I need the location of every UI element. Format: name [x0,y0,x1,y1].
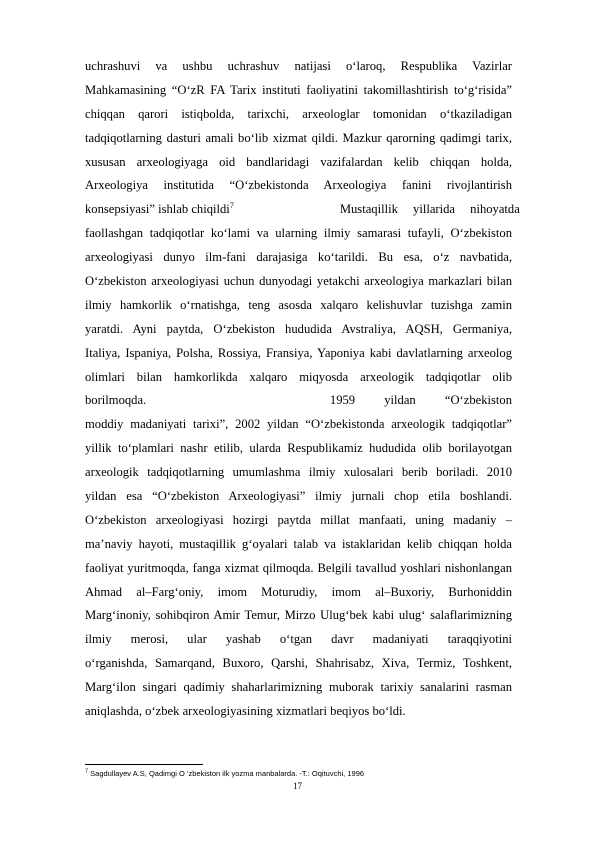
body-line-with-footnote [85,198,520,222]
body-line: arxeologik tadqiqotlarning umumlashma ilmiy xulosalari berib boriladi. 2010 [85,465,512,480]
footnote-mark: 7 [85,768,89,775]
paragraph-end: borilmoqda. [85,393,147,408]
body-line: ilmiy merosi, ular yashab o‘tgan davr madaniyati taraqqiyotini [85,632,512,647]
body-line: Marg‘ilon singari qadimiy shaharlarimizning muborak tarixiy sanalarini rasman [85,680,512,695]
body-line: uchrashuvi va ushbu uchrashuv natijasi o‘laroq, Respublika Vazirlar [85,59,512,73]
page-number: 17 [293,781,302,791]
footnote [85,769,515,778]
body-line: O‘zbekiston arxeologiyasi uchun dunyodagi yetakchi arxeologiya markazlari bilan [85,274,512,289]
body-line: faollashgan tadqiqotlar ko‘lami va ularning ilmiy samarasi tufayli, O‘zbekiston [85,226,512,241]
body-line: o‘rganishda, Samarqand, Buxoro, Qarshi, Shahrisabz, Xiva, Termiz, Toshkent, [85,656,512,671]
body-line: yildan esa “O‘zbekiston Arxeologiyasi” ilmiy jurnali chop etila boshlandi. [85,489,512,504]
body-line: moddiy madaniyati tarixi”, 2002 yildan “O‘zbekistonda arxeologik tadqiqotlar” [85,417,512,432]
body-line-split [85,389,512,413]
body-line: olimlari bilan hamkorlikda xalqaro miqyosda arxeologik tadqiqotlar olib [85,369,512,384]
body-line: Marg‘inoniy, sohibqiron Amir Temur, Mirzo Ulug‘bek kabi ulug‘ salaflarimizning [85,608,512,623]
paragraph-start: Mustaqillik yillarida nihoyatda [339,202,520,217]
footnote-text: Sagdullayev A.S, Qadimgi O ‘zbekiston ilk yozma manbalarda. -T.: Oqituvchi, 1996 [90,769,365,778]
body-line-start: konsepsiyasi” ishlab chiqildi [85,202,230,217]
body-line: Arxeologiya institutida “O‘zbekistonda Arxeologiya fanini rivojlantirish [85,178,512,193]
footnote-reference[interactable]: 7 [229,201,234,211]
body-text [85,55,520,724]
body-line: tadqiqotlarning dasturi amali bo‘lib xizmat qildi. Mazkur qarorning qadimgi tarix, [85,130,512,145]
body-line: Italiya, Ispaniya, Polsha, Rossiya, Fransiya, Yaponiya kabi davlatlarning arxeolog [85,345,512,360]
body-line: ilmiy hamkorlik o‘rnatishga, teng asosda xalqaro kelishuvlar tuzishga zamin [85,297,512,312]
body-line-last: aniqlashda, o‘zbek arxeologiyasining xizmatlari beqiyos bo‘ldi. [85,704,406,719]
body-line: arxeologiyasi dunyo ilm-fani darajasiga ko‘tarildi. Bu esa, o‘z navbatida, [85,250,512,265]
body-line: Ahmad al–Farg‘oniy, imom Moturudiy, imom al–Buxoriy, Burhoniddin [85,584,512,599]
body-line: O‘zbekiston arxeologiyasi hozirgi paytda millat manfaati, uning madaniy – [85,512,512,527]
body-line: Mahkamasining “O‘zR FA Tarix instituti faoliyatini takomillashtirish to‘g‘risida” [85,82,512,97]
body-line: yillik to‘plamlari nashr etilib, ularda Respublikamiz hududida olib borilayotgan [85,441,512,456]
footnote-separator [85,764,203,765]
body-line: faoliyat yuritmoqda, fanga xizmat qilmoqda. Belgili tavallud yoshlari nishonlangan [85,560,512,575]
body-line: yaratdi. Ayni paytda, O‘zbekiston hududida Avstraliya, AQSH, Germaniya, [85,321,512,336]
body-line: chiqqan qarori istiqbolda, tarixchi, arxeologlar tomonidan o‘tkaziladigan [85,106,512,121]
body-line: xususan arxeologiyaga oid bandlaridagi vazifalardan kelib chiqqan holda, [85,154,512,169]
paragraph-start: 1959 yildan “O‘zbekiston [329,393,512,408]
body-line: ma’naviy hayoti, mustaqillik g‘oyalari talab va istaklaridan kelib chiqqan holda [85,536,512,551]
